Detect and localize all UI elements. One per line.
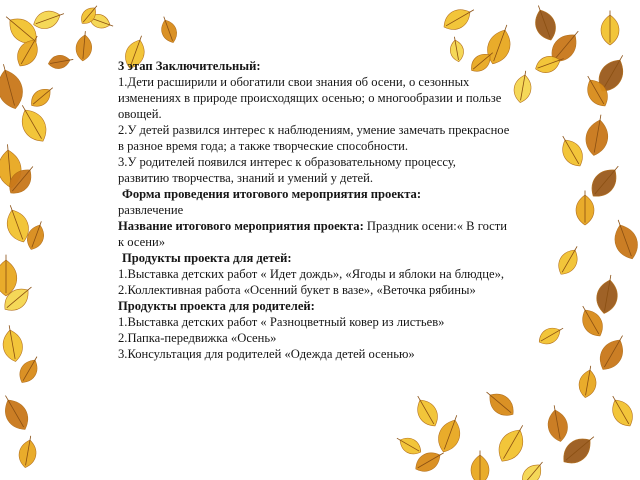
leaf-icon — [605, 392, 638, 431]
leaf-icon — [517, 457, 548, 480]
leaf-icon — [393, 432, 424, 458]
leaf-icon — [577, 364, 599, 399]
leaf-icon — [585, 160, 626, 203]
children-product-item: 1.Выставка детских работ « Идет дождь», «Ягоды и яблоки на блюдце», — [118, 267, 505, 281]
event-name — [118, 218, 510, 250]
slide-text — [118, 58, 510, 362]
leaf-icon — [555, 132, 588, 171]
leaf-icon — [536, 322, 567, 348]
leaf-icon — [0, 324, 25, 364]
leaf-icon — [31, 6, 67, 33]
leaf-icon — [529, 2, 560, 43]
leaf-icon — [583, 113, 611, 158]
leaf-icon — [481, 385, 519, 421]
leaf-icon — [15, 353, 43, 387]
leaf-icon — [594, 330, 631, 374]
result-item: 1.Дети расширили и обогатили свои знания об осени, о сезонных изменениях в природе происходящих осенью; о многообразии и пользе овощей. — [118, 75, 502, 121]
leaf-icon — [410, 392, 443, 431]
stage-title: 3 этап Заключительный: — [118, 59, 261, 73]
leaf-icon — [545, 404, 570, 444]
leaf-icon — [440, 2, 479, 35]
leaf-icon — [0, 390, 34, 434]
leaf-icon — [17, 434, 39, 469]
children-products-heading: Продукты проекта для детей: — [122, 251, 292, 265]
leaf-icon — [576, 191, 594, 226]
leaf-icon — [608, 216, 640, 262]
leaf-icon — [75, 30, 93, 61]
leaf-icon — [512, 69, 534, 104]
leaf-icon — [13, 100, 52, 147]
event-form-label: Форма проведения итогового мероприятия проекта: — [122, 187, 422, 201]
leaf-icon — [47, 53, 74, 70]
leaf-icon — [434, 412, 467, 456]
children-product-item: 2.Коллективная работа «Осенний букет в вазе», «Веточка рябины» — [118, 283, 476, 297]
parents-product-item: 1.Выставка детских работ « Разноцветный ковер из листьев» — [118, 315, 445, 329]
parents-products-heading: Продукты проекта для родителей: — [118, 299, 315, 313]
leaf-icon — [27, 82, 57, 111]
parents-product-item: 2.Папка-передвижка «Осень» — [118, 331, 277, 345]
leaf-icon — [0, 255, 17, 296]
leaf-icon — [157, 14, 180, 45]
leaf-icon — [601, 11, 619, 46]
leaf-icon — [0, 61, 27, 112]
event-form — [118, 186, 510, 202]
event-form-value: развлечение — [118, 203, 184, 217]
leaf-icon — [554, 242, 585, 278]
parents-product-item: 3.Консультация для родителей «Одежда детей осенью» — [118, 347, 415, 361]
result-item: 3.У родителей появился интерес к образовательному процессу, развитию творчества, знаний и умений у детей. — [118, 155, 456, 185]
leaf-icon — [471, 451, 489, 480]
event-name-label: Название итогового мероприятия проекта: — [118, 219, 364, 233]
result-item: 2.У детей развился интерес к наблюдениям, умение замечать прекрасное в разное время года; а также творческие способности. — [118, 123, 510, 153]
leaf-icon — [594, 273, 621, 315]
event-name-value: Праздник осени:« В гости к осени» — [118, 219, 508, 249]
leaf-icon — [493, 420, 532, 467]
